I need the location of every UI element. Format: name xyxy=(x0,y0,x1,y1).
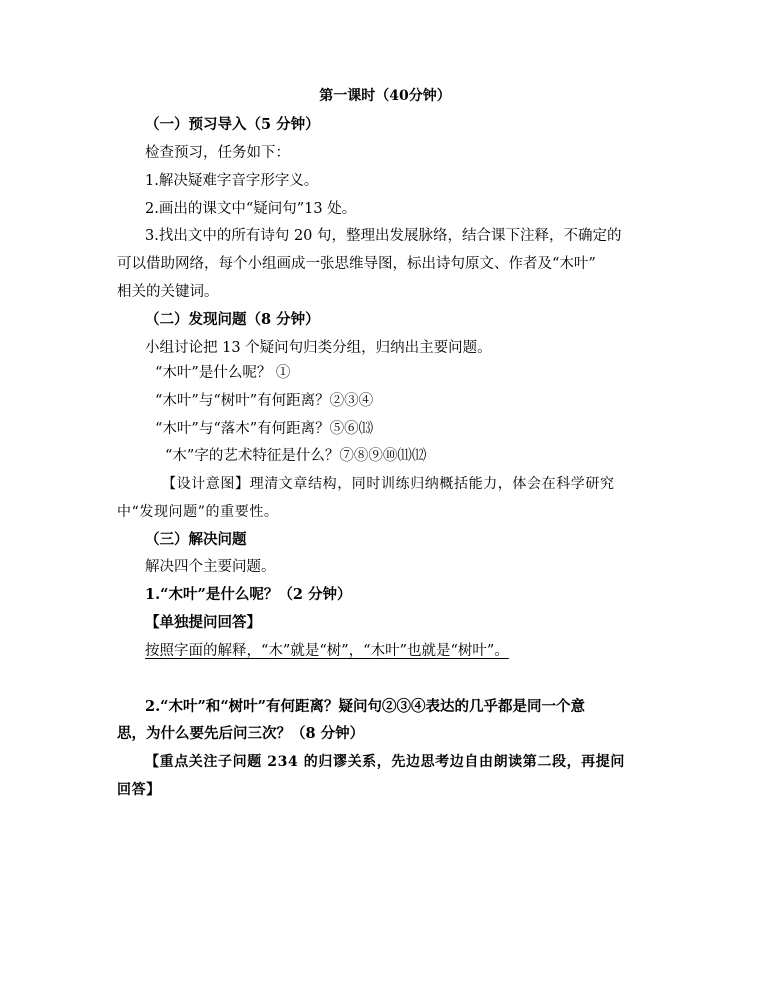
problem-1-title: 1.“木叶”是什么呢？（2 分钟） xyxy=(145,586,352,603)
section-3-intro: 解决四个主要问题。 xyxy=(145,559,276,575)
section-2-intro: 小组讨论把 13 个疑问句归类分组，归纳出主要问题。 xyxy=(145,340,492,356)
design-intent-line-1: 【设计意图】理清文章结构，同时训练归纳概括能力，体会在科学研究 xyxy=(162,476,615,492)
problem-2-title-line-2: 思，为什么要先后问三次？（8 分钟） xyxy=(117,725,365,742)
lesson-title: 第一课时（40分钟） xyxy=(319,88,451,104)
section-1-heading: （一）预习导入（5 分钟） xyxy=(145,116,320,133)
task-3-line-2: 可以借助网络，每个小组画成一张思维导图，标出诗句原文、作者及“木叶” xyxy=(117,256,596,272)
problem-2-note-line-1: 【重点关注子问题 234 的归谬关系，先边思考边自由朗读第二段，再提问 xyxy=(145,754,625,770)
problem-1-note: 【单独提问回答】 xyxy=(145,614,261,631)
question-group-1: “木叶”是什么呢？ ① xyxy=(155,365,291,381)
section-2-heading: （二）发现问题（8 分钟） xyxy=(145,311,320,328)
question-group-2: “木叶”与“树叶”有何距离？②③④ xyxy=(155,393,374,409)
question-group-3: “木叶”与“落木”有何距离？⑤⑥⒀ xyxy=(155,421,374,437)
task-1: 1.解决疑难字音字形字义。 xyxy=(145,173,319,189)
section-3-heading: （三）解决问题 xyxy=(145,531,247,548)
task-2: 2.画出的课文中“疑问句”13 处。 xyxy=(145,201,357,217)
problem-2-note-line-2: 回答】 xyxy=(117,782,161,798)
section-1-intro: 检查预习，任务如下： xyxy=(145,145,290,161)
problem-2-title-line-1: 2.“木叶”和“树叶”有何距离？疑问句②③④表达的几乎都是同一个意 xyxy=(145,698,585,715)
task-3-line-1: 3.找出文中的所有诗句 20 句，整理出发展脉络，结合课下注释，不确定的 xyxy=(145,228,622,244)
question-group-4: “木”字的艺术特征是什么？⑦⑧⑨⑩⑾⑿ xyxy=(165,448,427,464)
task-3-line-3: 相关的关键词。 xyxy=(117,284,219,300)
design-intent-line-2: 中“发现问题”的重要性。 xyxy=(117,504,279,520)
problem-1-answer: 按照字面的解释，“木”就是“树”，“木叶”也就是“树叶”。 xyxy=(145,643,509,659)
